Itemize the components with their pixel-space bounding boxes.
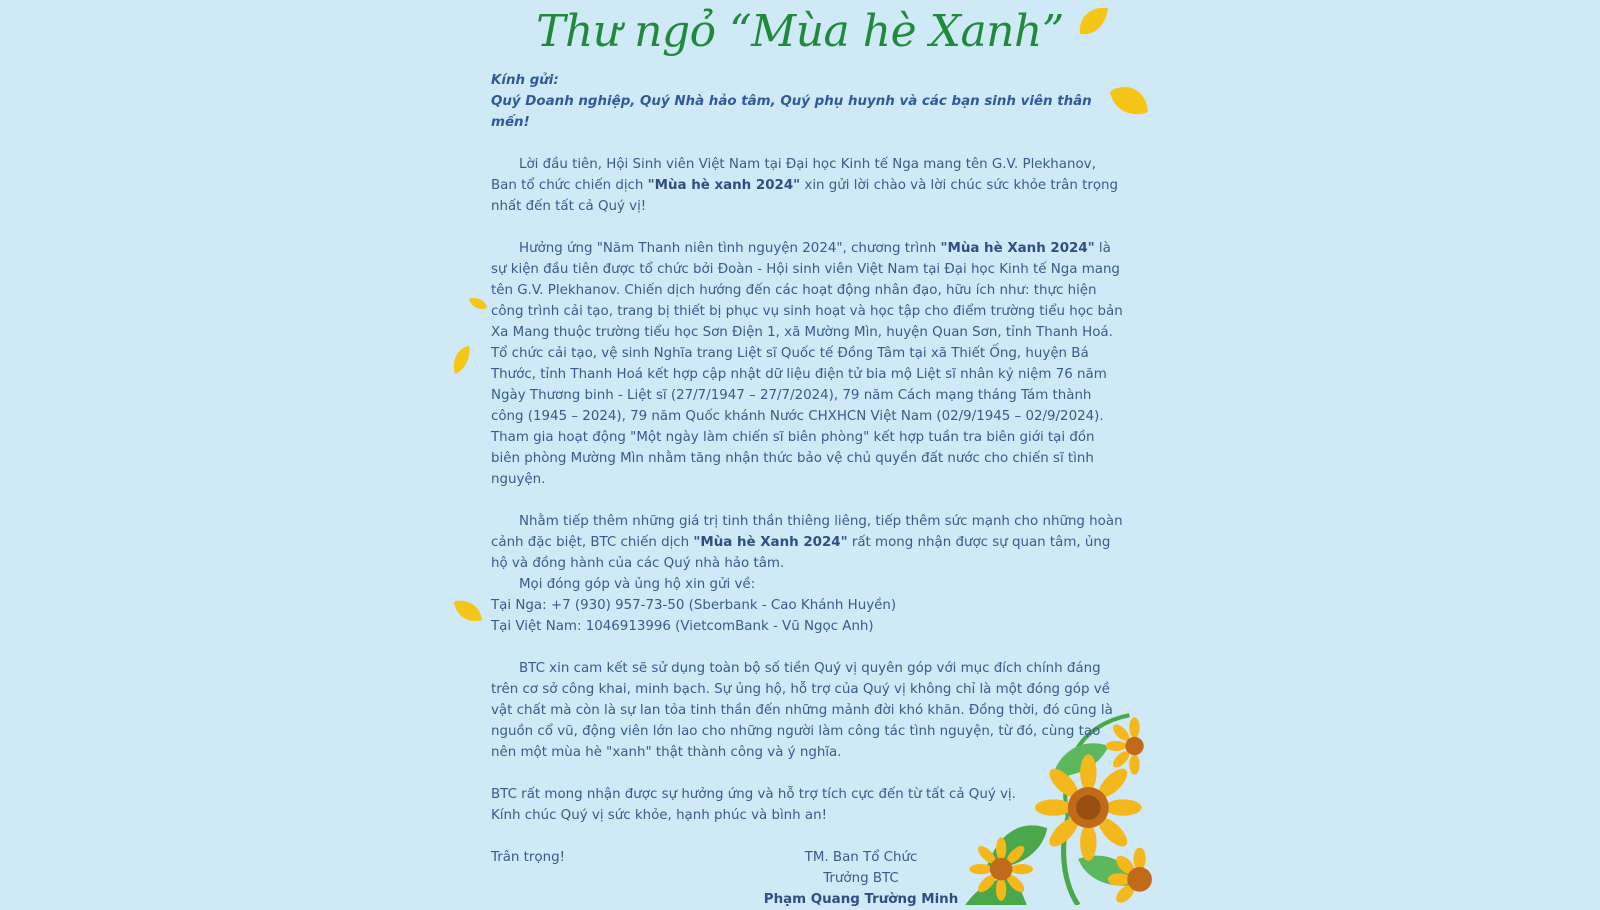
letter-body bbox=[491, 70, 1123, 910]
campaign-name: "Mùa hè Xanh 2024" bbox=[940, 241, 1095, 256]
signature-name: Phạm Quang Trường Minh bbox=[763, 892, 959, 907]
paragraph-support: Nhằm tiếp thêm những giá trị tinh thần thiêng liêng, tiếp thêm sức mạnh cho những hoàn cảnh đặc biệt, BTC chiến dịch "Mùa hè Xanh 2024" rất mong nhận được sự quan tâm, ủng hộ và đồng hành của các Quý nhà hảo tâm. bbox=[491, 514, 1123, 571]
leaf-icon bbox=[452, 598, 484, 624]
paragraph-greeting: Lời đầu tiên, Hội Sinh viên Việt Nam tại Đại học Kinh tế Nga mang tên G.V. Plekhanov, Ban tổ chức chiến dịch "Mùa hè xanh 2024" xin gửi lời chào và lời chúc sức khỏe trân trọng nhất đến tất cả Quý vị! bbox=[491, 157, 1119, 214]
signature-row bbox=[491, 847, 1123, 868]
campaign-name: "Mùa hè xanh 2024" bbox=[647, 178, 801, 193]
salutation-recipients: Quý Doanh nghiệp, Quý Nhà hảo tâm, Quý phụ huynh và các bạn sinh viên thân mến! bbox=[491, 94, 1092, 130]
donation-vietnam: Tại Việt Nam: 1046913996 (VietcomBank - Vũ Ngọc Anh) bbox=[491, 619, 874, 634]
signature-role: Trưởng BTC bbox=[823, 871, 899, 886]
donation-intro: Mọi đóng góp và ủng hộ xin gửi về: bbox=[519, 577, 756, 592]
signature-on-behalf: TM. Ban Tổ Chức bbox=[804, 850, 918, 865]
salutation-heading: Kính gửi: bbox=[491, 73, 559, 88]
leaf-icon bbox=[451, 344, 471, 376]
leaf-icon bbox=[468, 296, 488, 312]
regards-text: Trân trọng! bbox=[491, 850, 565, 865]
closing-line-1: BTC rất mong nhận được sự hưởng ứng và hỗ trợ tích cực đến từ tất cả Quý vị. bbox=[491, 787, 1016, 802]
donation-russia: Tại Nga: +7 (930) 957-73-50 (Sberbank - Cao Khánh Huyền) bbox=[491, 598, 897, 613]
paragraph-commitment: BTC xin cam kết sẽ sử dụng toàn bộ số tiền Quý vị quyên góp với mục đích chính đáng trên cơ sở công khai, minh bạch. Sự ủng hộ, hỗ trợ của Quý vị không chỉ là một đóng góp về vật chất mà còn là sự lan tỏa tinh thần đến những mảnh đời khó khăn. Đồng thời, đó cũng là nguồn cổ vũ, động viên lớn lao cho những người làm công tác tình nguyện, từ đó, cùng tạo nên một mùa hè "xanh" thật thành công và ý nghĩa. bbox=[491, 661, 1113, 760]
campaign-name: "Mùa hè Xanh 2024" bbox=[693, 535, 848, 550]
closing-line-2: Kính chúc Quý vị sức khỏe, hạnh phúc và bình an! bbox=[491, 808, 827, 823]
paragraph-program: Hưởng ứng "Năm Thanh niên tình nguyện 2024", chương trình "Mùa hè Xanh 2024" là sự kiện đầu tiên được tổ chức bởi Đoàn - Hội sinh viên Việt Nam tại Đại học Kinh tế Nga mang tên G.V. Plekhanov. Chiến dịch hướng đến các hoạt động nhân đạo, hữu ích như: thực hiện công trình cải tạo, trang bị thiết bị phục vụ sinh hoạt và học tập cho điểm trường tiểu học bản Xa Mang thuộc trường tiểu học Sơn Điện 1, xã Mường Mìn, huyện Quan Sơn, tỉnh Thanh Hoá. Tổ chức cải tạo, vệ sinh Nghĩa trang Liệt sĩ Quốc tế Đồng Tâm tại xã Thiết Ống, huyện Bá Thước, tỉnh Thanh Hoá kết hợp cập nhật dữ liệu điện tử bia mộ Liệt sĩ nhân kỷ niệm 76 năm Ngày Thương binh - Liệt sĩ (27/7/1947 – 27/7/2024), 79 năm Cách mạng tháng Tám thành công (1945 – 2024), 79 năm Quốc khánh Nước CHXHCN Việt Nam (02/9/1945 – 02/9/2024). Tham gia hoạt động "Một ngày làm chiến sĩ biên phòng" kết hợp tuần tra biên giới tại đồn biên phòng Mường Mìn nhằm tăng nhận thức bảo vệ chủ quyền đất nước cho chiến sĩ tình nguyện. bbox=[491, 241, 1123, 487]
letter-title: Thư ngỏ “Mùa hè Xanh” bbox=[536, 6, 1064, 57]
